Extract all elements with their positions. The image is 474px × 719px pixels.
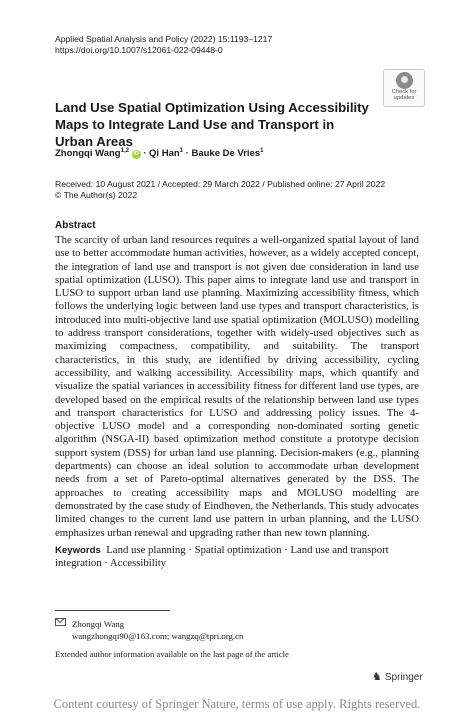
corresponding-author-name: Zhongqi Wang <box>72 619 125 629</box>
abstract-heading: Abstract <box>55 220 96 231</box>
badge-line-2: updates <box>393 95 415 102</box>
correspondence-block <box>55 618 243 642</box>
copyright-line: © The Author(s) 2022 <box>55 190 138 200</box>
corresponding-author-emails[interactable]: wangzhongqi90@163.com; wangzq@tpri.org.cn <box>72 630 244 641</box>
author-name[interactable]: Zhongqi Wang <box>55 148 121 160</box>
footnote-divider <box>55 610 170 611</box>
journal-header <box>55 34 272 56</box>
author-separator: · <box>140 148 150 160</box>
affiliation-marker: 1 <box>260 148 264 154</box>
journal-citation: Applied Spatial Analysis and Policy (2022) 15:1193–1217 <box>55 34 273 44</box>
extended-author-info: Extended author information available on the last page of the article <box>55 649 289 659</box>
envelope-icon <box>55 618 66 626</box>
keywords-label: Keywords <box>55 545 101 556</box>
author-separator: · <box>183 148 192 160</box>
check-for-updates-badge[interactable] <box>383 69 425 107</box>
keywords-block <box>55 544 419 571</box>
crossmark-icon <box>396 72 413 89</box>
abstract-text: The scarcity of urban land resources requires a well-organized spatial layout of land use to better accommodate human activities, however, as a widely accepted concept, the integration of land use and transport is not given due consideration in land use spatial optimization (LUSO). This paper aims to integrate land use and transport in LUSO to support urban land use planning. Maximizing accessibility fitness, which follows the underlying logic between land use types and transport characteristics, is introduced into multi-objective land use spatial optimization (MOLUSO) modelling to address transport considerations, together with widely-used objectives such as maximizing compactness, compatibility, and suitability. The transport characteristics, in this study, are identified by driving accessibility, cycling accessibility, and walking accessibility. Accessibility maps, which quantify and visualize the spatial variances in accessibility fitness for different land use types, are developed based on the empirical results of the relationship between land use types and transport characteristics for LUSO and addressing policy issues. The 4-objective LUSO model and a corresponding non-dominated sorting genetic algorithm (NSGA-II) based optimization method constitute a prototype decision support system (DSS) for urban land use planning. Decision-makers (e.g., planning departments) can choose an ideal solution to accommodate urban development needs from a set of Pareto-optimal alternatives generated by the DSS. The approaches to creating accessibility maps and MOLUSO modelling are demonstrated by the case study of Eindhoven, the Netherlands. This study advocates limited changes to the current land use pattern in urban planning, and the LUSO emphasizes urban renewal and upgrading rather than new town planning. <box>55 234 419 539</box>
author-name[interactable]: Qi Han <box>149 148 180 160</box>
author-list <box>55 148 263 159</box>
doi-link[interactable]: https://doi.org/10.1007/s12061-022-09448-0 <box>55 45 223 55</box>
badge-line-1: Check for <box>391 89 417 95</box>
affiliation-marker: 1 <box>179 148 184 154</box>
orcid-icon[interactable]: iD <box>133 151 139 158</box>
affiliation-marker: 1,2 <box>120 148 129 154</box>
springer-logo <box>372 670 423 683</box>
publication-dates <box>55 179 385 201</box>
keywords-text: Land use planning · Spatial optimization · Land use and transport integration · Accessibility <box>55 544 389 570</box>
courtesy-footer: Content courtesy of Springer Nature, terms of use apply. Rights reserved. <box>53 697 421 711</box>
paper-title: Land Use Spatial Optimization Using Accessibility Maps to Integrate Land Use and Transport in Urban Areas <box>55 100 369 149</box>
author-name[interactable]: Bauke De Vries <box>191 148 261 160</box>
springer-horse-icon: ♞ <box>372 671 382 683</box>
publisher-name: Springer <box>384 672 423 683</box>
history-dates: Received: 10 August 2021 / Accepted: 29 March 2022 / Published online: 27 April 2022 <box>55 179 386 189</box>
